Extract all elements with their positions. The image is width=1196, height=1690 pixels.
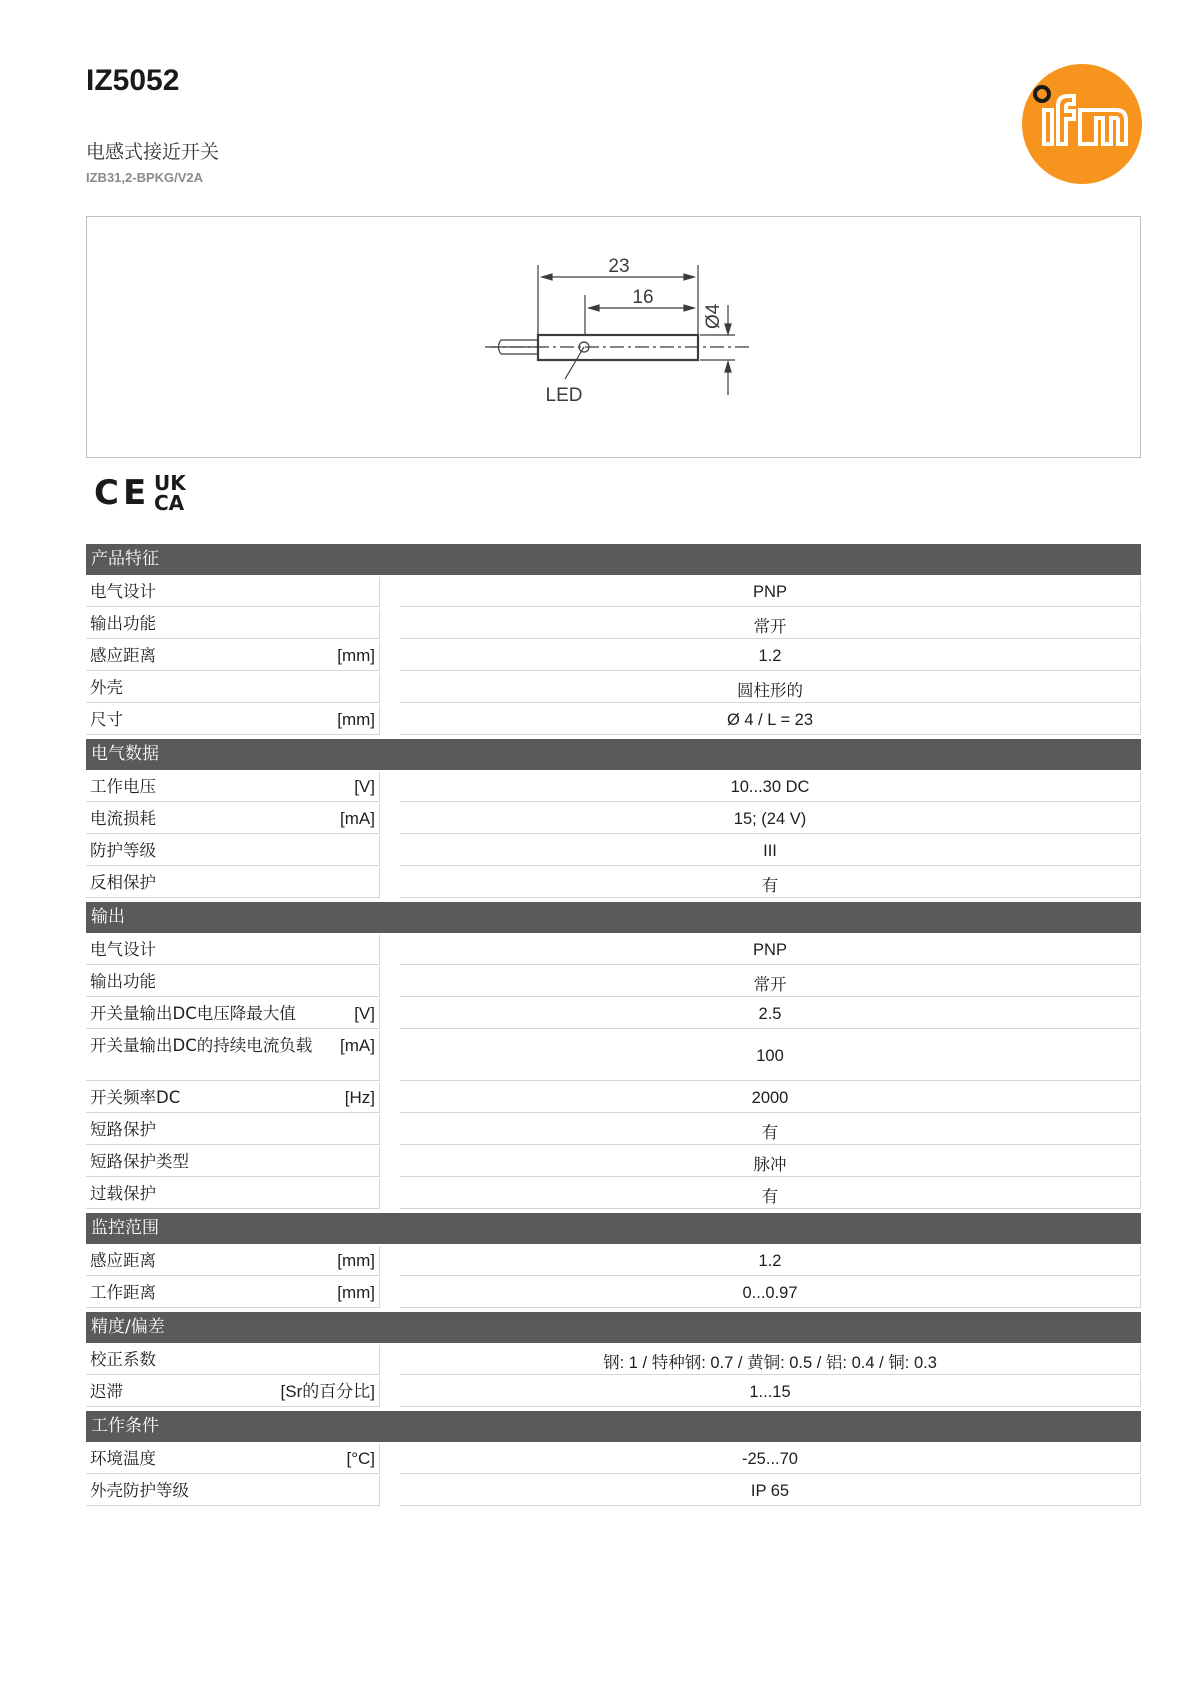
spec-value: Ø 4 / L = 23 xyxy=(400,705,1141,735)
spec-unit: [V] xyxy=(354,1004,375,1023)
spec-value: 常开 xyxy=(400,609,1141,639)
spec-row xyxy=(86,705,1141,735)
spec-row xyxy=(86,967,1141,997)
spec-value: PNP xyxy=(400,577,1141,607)
spec-value: 圆柱形的 xyxy=(400,673,1141,703)
spec-name-cell xyxy=(86,836,380,866)
spec-row xyxy=(86,577,1141,607)
spec-unit: [mA] xyxy=(340,1036,375,1055)
spec-name-cell xyxy=(86,577,380,607)
spec-table xyxy=(86,544,1141,1506)
spec-row xyxy=(86,804,1141,834)
spec-unit: [mA] xyxy=(340,809,375,828)
spec-name: 感应距离 xyxy=(90,646,156,665)
spec-name-cell xyxy=(86,999,380,1029)
spec-name-cell xyxy=(86,772,380,802)
dimension-diameter-label: Ø4 xyxy=(703,303,724,329)
spec-row xyxy=(86,935,1141,965)
ce-mark: CE xyxy=(94,473,151,513)
spec-name: 反相保护 xyxy=(90,873,156,892)
spec-name: 短路保护类型 xyxy=(90,1152,189,1171)
spec-value: 有 xyxy=(400,1115,1141,1145)
spec-name: 外壳防护等级 xyxy=(90,1481,189,1500)
spec-row xyxy=(86,772,1141,802)
spec-name: 开关频率DC xyxy=(90,1088,181,1107)
spec-value: 0...0.97 xyxy=(400,1278,1141,1308)
spec-name: 开关量输出DC的持续电流负载 xyxy=(90,1036,313,1055)
spec-name: 校正系数 xyxy=(90,1350,156,1369)
dimension-length-label: 23 xyxy=(608,256,630,277)
spec-name-cell xyxy=(86,641,380,671)
spec-name: 工作距离 xyxy=(90,1283,156,1302)
product-spec: IZB31,2-BPKG/V2A xyxy=(86,170,204,185)
spec-value: IP 65 xyxy=(400,1476,1141,1506)
spec-value: 1...15 xyxy=(400,1377,1141,1407)
spec-row xyxy=(86,609,1141,639)
spec-name: 感应距离 xyxy=(90,1251,156,1270)
spec-row xyxy=(86,1031,1141,1081)
spec-name-cell xyxy=(86,1083,380,1113)
spec-name: 外壳 xyxy=(90,678,123,697)
spec-name-cell xyxy=(86,1444,380,1474)
spec-name-cell xyxy=(86,868,380,898)
spec-row xyxy=(86,868,1141,898)
section-header-electrical-data: 电气数据 xyxy=(86,739,1141,770)
spec-value: 钢: 1 / 特种钢: 0.7 / 黄铜: 0.5 / 铝: 0.4 / 铜: 0.3 xyxy=(400,1345,1141,1375)
dimension-sensing-label: 16 xyxy=(632,287,654,308)
spec-name-cell xyxy=(86,967,380,997)
spec-row xyxy=(86,673,1141,703)
spec-value: PNP xyxy=(400,935,1141,965)
spec-name-cell xyxy=(86,1031,380,1081)
spec-row xyxy=(86,999,1141,1029)
spec-name-cell xyxy=(86,1345,380,1375)
spec-name-cell xyxy=(86,935,380,965)
spec-value: -25...70 xyxy=(400,1444,1141,1474)
spec-value: 1.2 xyxy=(400,1246,1141,1276)
spec-row xyxy=(86,1444,1141,1474)
spec-name: 工作电压 xyxy=(90,777,156,796)
spec-name: 电气设计 xyxy=(90,940,156,959)
spec-name-cell xyxy=(86,1246,380,1276)
spec-name: 电气设计 xyxy=(90,582,156,601)
spec-row xyxy=(86,1246,1141,1276)
spec-value: 2.5 xyxy=(400,999,1141,1029)
spec-name: 环境温度 xyxy=(90,1449,156,1468)
spec-value: 1.2 xyxy=(400,641,1141,671)
spec-name: 迟滞 xyxy=(90,1382,123,1401)
section-header-monitoring-range: 监控范围 xyxy=(86,1213,1141,1244)
spec-row xyxy=(86,1476,1141,1506)
section-header-operating-conditions: 工作条件 xyxy=(86,1411,1141,1442)
spec-value: 常开 xyxy=(400,967,1141,997)
spec-row xyxy=(86,1345,1141,1375)
spec-unit: [Sr的百分比] xyxy=(280,1382,375,1401)
section-header-product-features: 产品特征 xyxy=(86,544,1141,575)
spec-value: 脉冲 xyxy=(400,1147,1141,1177)
spec-row xyxy=(86,836,1141,866)
spec-row xyxy=(86,1179,1141,1209)
spec-name-cell xyxy=(86,1278,380,1308)
section-header-outputs: 输出 xyxy=(86,902,1141,933)
ukca-mark-bottom: CA xyxy=(154,491,185,514)
spec-unit: [mm] xyxy=(337,1283,375,1302)
spec-name-cell xyxy=(86,673,380,703)
spec-name-cell xyxy=(86,804,380,834)
spec-value: 100 xyxy=(400,1031,1141,1081)
spec-unit: [mm] xyxy=(337,710,375,729)
certification-marks xyxy=(90,470,200,514)
spec-unit: [Hz] xyxy=(344,1088,375,1107)
section-header-accuracy: 精度/偏差 xyxy=(86,1312,1141,1343)
spec-value: 15; (24 V) xyxy=(400,804,1141,834)
dimension-drawing xyxy=(86,216,1141,458)
spec-row xyxy=(86,1278,1141,1308)
spec-name-cell xyxy=(86,1147,380,1177)
spec-value: 2000 xyxy=(400,1083,1141,1113)
spec-name: 输出功能 xyxy=(90,614,156,633)
spec-name-cell xyxy=(86,1476,380,1506)
spec-value: 有 xyxy=(400,868,1141,898)
spec-name: 过载保护 xyxy=(90,1184,156,1203)
spec-name-cell xyxy=(86,705,380,735)
spec-unit: [V] xyxy=(354,777,375,796)
spec-unit: [°C] xyxy=(346,1449,375,1468)
spec-name-cell xyxy=(86,1179,380,1209)
spec-name: 电流损耗 xyxy=(90,809,156,828)
spec-value: III xyxy=(400,836,1141,866)
spec-name-cell xyxy=(86,609,380,639)
spec-row xyxy=(86,1083,1141,1113)
product-code: IZ5052 xyxy=(86,64,180,97)
spec-row xyxy=(86,1377,1141,1407)
spec-name-cell xyxy=(86,1115,380,1145)
spec-row xyxy=(86,1115,1141,1145)
spec-name: 输出功能 xyxy=(90,972,156,991)
ukca-mark-top: UK xyxy=(154,471,186,495)
spec-row xyxy=(86,641,1141,671)
spec-value: 10...30 DC xyxy=(400,772,1141,802)
spec-value: 有 xyxy=(400,1179,1141,1209)
spec-row xyxy=(86,1147,1141,1177)
spec-name-cell xyxy=(86,1377,380,1407)
spec-unit: [mm] xyxy=(337,1251,375,1270)
spec-name: 短路保护 xyxy=(90,1120,156,1139)
led-label: LED xyxy=(545,385,583,406)
ifm-logo xyxy=(1020,62,1144,186)
spec-unit: [mm] xyxy=(337,646,375,665)
spec-name: 尺寸 xyxy=(90,710,123,729)
spec-name: 防护等级 xyxy=(90,841,156,860)
spec-name: 开关量输出DC电压降最大值 xyxy=(90,1004,296,1023)
product-name: 电感式接近开关 xyxy=(86,141,220,163)
